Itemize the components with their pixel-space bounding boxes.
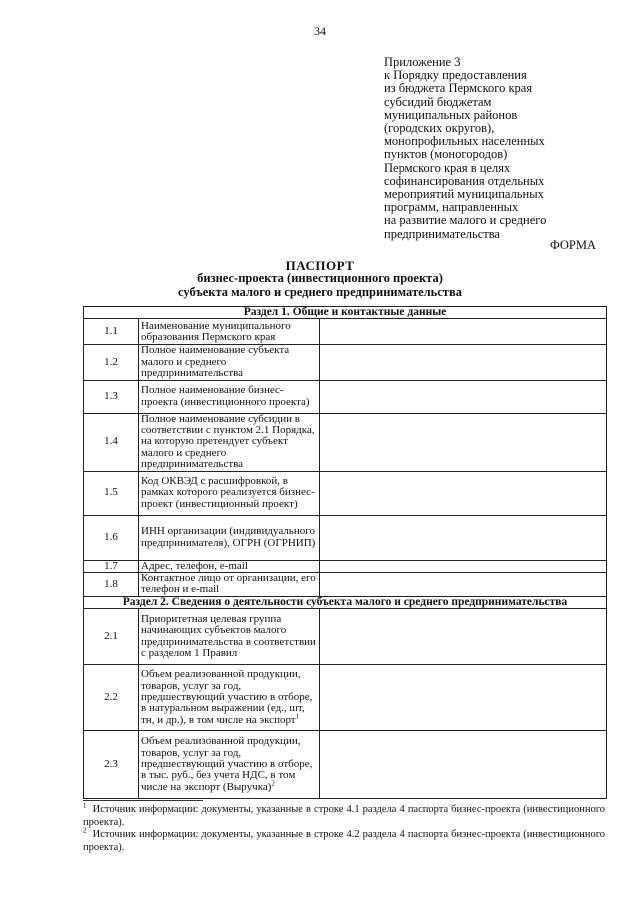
row-number: 1.6 [84, 515, 139, 560]
row-label-text: Объем реализованной продукции, товаров, услуг за год, предшествующий участию в отборе, в натуральном выражении (ед., шт, тн, и др.), в том числе на экспорт [141, 668, 313, 726]
document-title: ПАСПОРТ [285, 258, 355, 273]
footnote-mark: 2 [83, 826, 87, 835]
footnote-text: Источник информации: документы, указанные в строке 4.1 раздела 4 паспорта бизнес-проекта (инвестиционного проекта). [83, 804, 605, 828]
footnote [83, 803, 605, 829]
table-row [84, 515, 607, 560]
row-label: Наименование муниципального образования Пермского края [139, 319, 320, 345]
appendix-line: к Порядку предоставления [384, 68, 527, 83]
passport-table [83, 306, 607, 799]
row-label: Код ОКВЭД с расшифровкой, в рамках которого реализуется бизнес-проект (инвестиционный проект) [139, 471, 320, 515]
appendix-line: Пермского края в целях [384, 160, 511, 175]
table-row [84, 731, 607, 799]
row-label: Полное наименование субъекта малого и среднего предпринимательства [139, 345, 320, 380]
footnote-text: Источник информации: документы, указанные в строке 4.2 раздела 4 паспорта бизнес-проекта (инвестиционного проекта). [83, 829, 605, 853]
table-row [84, 573, 607, 597]
row-label: Адрес, телефон, e-mail [139, 560, 320, 572]
row-value-cell[interactable] [320, 560, 607, 572]
table-row [84, 319, 607, 345]
row-label [139, 609, 320, 665]
table-row [84, 471, 607, 515]
row-label: ИНН организации (индивидуального предпринимателя), ОГРН (ОГРНИП) [139, 515, 320, 560]
table-row [84, 609, 607, 665]
row-number: 1.4 [84, 413, 139, 471]
document-subtitle-2: субъекта малого и среднего предпринимательства [178, 285, 462, 299]
footnote-separator [83, 800, 203, 801]
row-value-cell[interactable] [320, 731, 607, 799]
row-number: 1.7 [84, 560, 139, 572]
row-value-cell[interactable] [320, 515, 607, 560]
appendix-line: на развитие малого и среднего [384, 213, 547, 228]
row-number: 2.1 [84, 609, 139, 665]
row-number: 1.5 [84, 471, 139, 515]
appendix-line: (городских округов), [384, 121, 495, 136]
section-header-row [84, 307, 607, 319]
appendix-heading [384, 56, 614, 241]
row-label-text: Приоритетная целевая группа начинающих субъектов малого предпринимательства в соответствии с разделом 1 Правил [141, 612, 316, 660]
row-number: 1.2 [84, 345, 139, 380]
row-value-cell[interactable] [320, 319, 607, 345]
row-value-cell[interactable] [320, 345, 607, 380]
row-value-cell[interactable] [320, 471, 607, 515]
row-label: Полное наименование субсидии в соответствии с пунктом 2.1 Порядка, на которую претендует субъект малого и среднего предпринимательства [139, 413, 320, 471]
appendix-line: монопрофильных населенных [384, 134, 545, 149]
footnote-ref: 2 [271, 779, 275, 788]
appendix-line: пунктов (моногородов) [384, 147, 508, 162]
table-row [84, 413, 607, 471]
appendix-line: мероприятий муниципальных [384, 187, 544, 202]
row-value-cell[interactable] [320, 380, 607, 413]
footnote [83, 828, 605, 854]
table-row [84, 560, 607, 572]
appendix-line: из бюджета Пермского края [384, 81, 533, 96]
footnote-mark: 1 [83, 801, 87, 810]
row-value-cell[interactable] [320, 609, 607, 665]
row-number: 2.3 [84, 731, 139, 799]
row-label [139, 731, 320, 799]
section-2-header: Раздел 2. Сведения о деятельности субъекта малого и среднего предпринимательства [84, 596, 607, 608]
appendix-line: муниципальных районов [384, 107, 518, 122]
table-row [84, 665, 607, 731]
row-label: Полное наименование бизнес-проекта (инвестиционного проекта) [139, 380, 320, 413]
document-subtitle-1: бизнес-проекта (инвестиционного проекта) [197, 271, 443, 285]
appendix-line: софинансирования отдельных [384, 173, 545, 188]
footnote-ref: 1 [295, 712, 300, 721]
row-value-cell[interactable] [320, 573, 607, 597]
section-header-row [84, 596, 607, 608]
row-value-cell[interactable] [320, 413, 607, 471]
appendix-line: субсидий бюджетам [384, 94, 492, 109]
row-label: Контактное лицо от организации, его телефон и e-mail [139, 573, 320, 597]
appendix-line: Приложение 3 [384, 55, 461, 69]
appendix-line: программ, направленных [384, 200, 519, 215]
row-value-cell[interactable] [320, 665, 607, 731]
row-number: 1.1 [84, 319, 139, 345]
row-number: 2.2 [84, 665, 139, 731]
row-number: 1.8 [84, 573, 139, 597]
table-row [84, 345, 607, 380]
row-label-text: Объем реализованной продукции, товаров, услуг за год, предшествующий участию в отборе, в тыс. руб., без учета НДС, в том числе на экспорт (Выручка) [141, 735, 313, 793]
section-1-header: Раздел 1. Общие и контактные данные [84, 307, 607, 319]
appendix-line: предпринимательства [384, 226, 500, 241]
form-label: ФОРМА [549, 238, 596, 252]
page-number: 34 [314, 24, 326, 38]
row-label [139, 665, 320, 731]
row-number: 1.3 [84, 380, 139, 413]
table-row [84, 380, 607, 413]
